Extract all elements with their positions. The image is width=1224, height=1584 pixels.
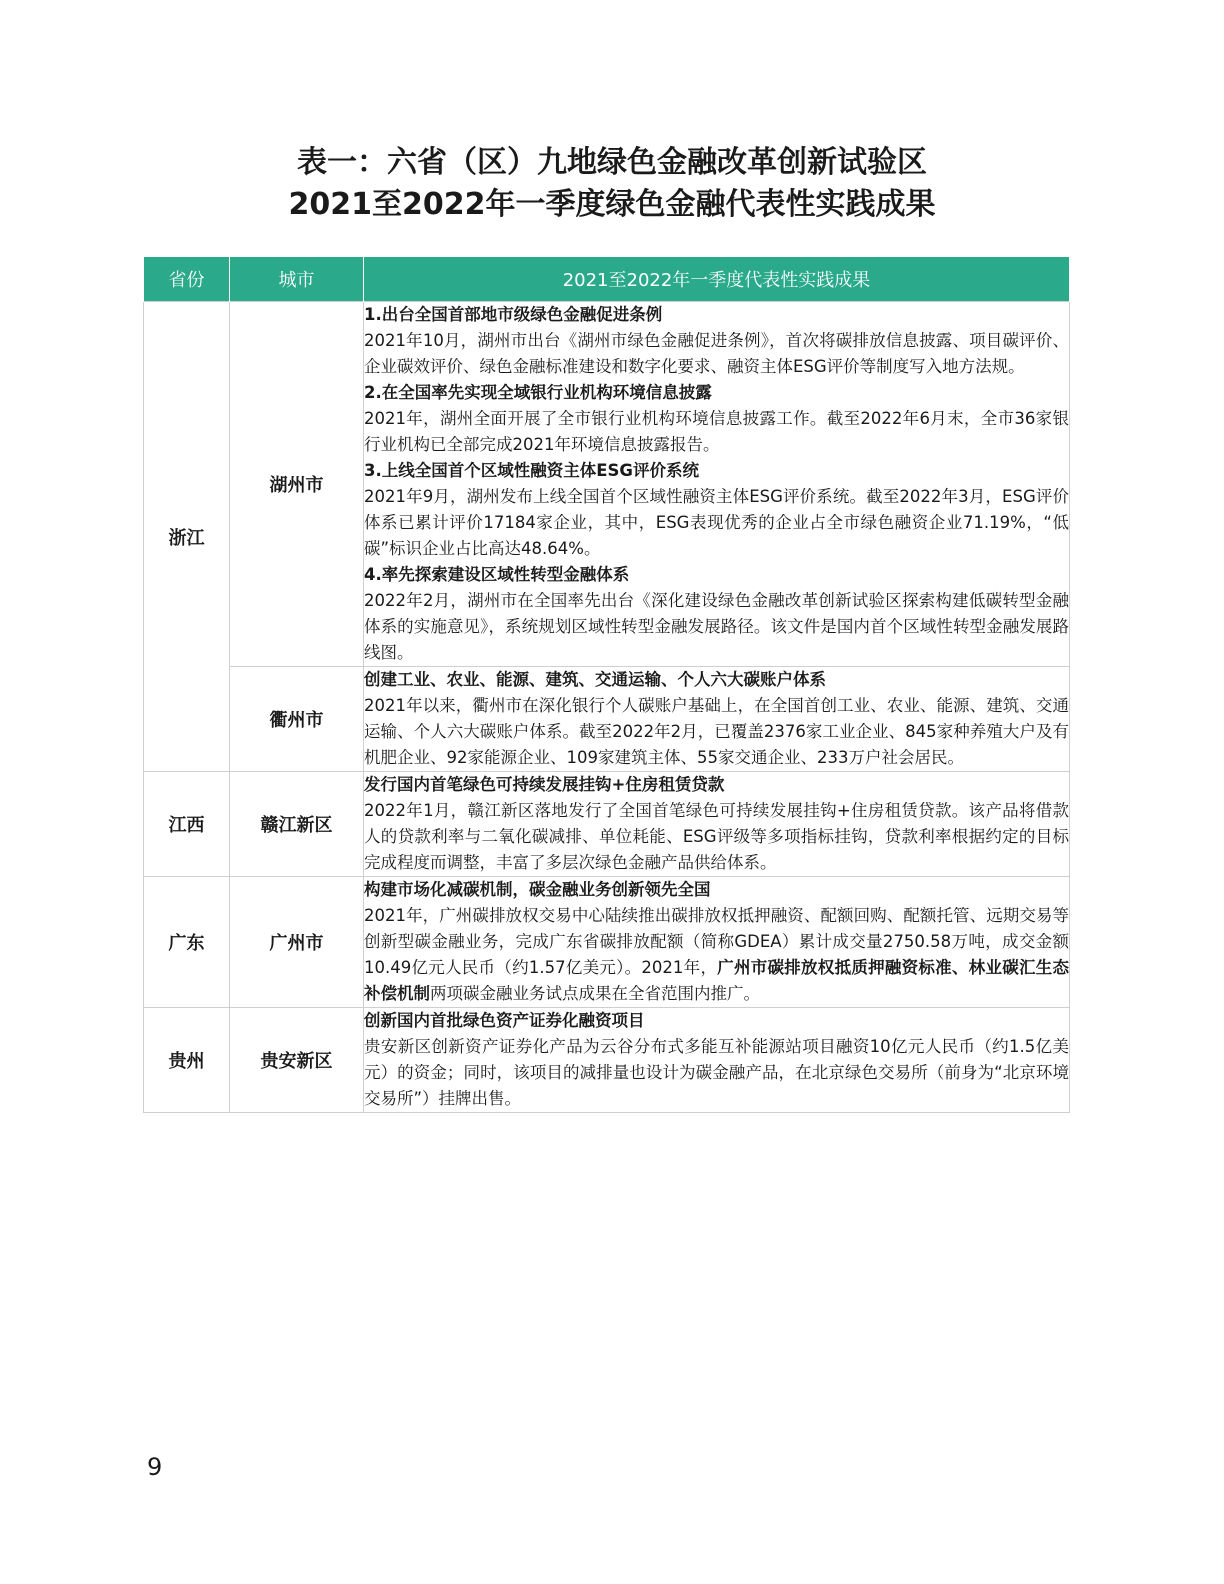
item-heading: 1.出台全国首部地市级绿色金融促进条例 xyxy=(364,305,663,324)
city-cell: 衢州市 xyxy=(230,667,364,772)
header-city: 城市 xyxy=(230,257,364,302)
results-cell xyxy=(364,302,1070,667)
city-cell: 赣江新区 xyxy=(230,772,364,877)
province-cell: 江西 xyxy=(144,772,230,877)
item-heading: 2.在全国率先实现全域银行业机构环境信息披露 xyxy=(364,383,712,402)
item-body: 贵安新区创新资产证券化产品为云谷分布式多能互补能源站项目融资10亿元人民币（约1.5亿美元）的资金；同时，该项目的减排量也设计为碳金融产品，在北京绿色交易所（前身为“北京环境交易所”）挂牌出售。 xyxy=(364,1037,1069,1108)
item-body-text: 2021年，广州碳排放权交易中心陆续推出碳排放权抵押融资、配额回购、配额托管、远期交易等创新型碳金融业务，完成广东省碳排放配额（简称GDEA）累计成交量2750.58万吨，成交金额10.49亿元人民币（约1.57亿美元）。2021年， xyxy=(364,906,1069,977)
results-table xyxy=(143,257,1070,1113)
item-heading: 4.率先探索建设区域性转型金融体系 xyxy=(364,565,630,584)
title-line-2: 2021至2022年一季度绿色金融代表性实践成果 xyxy=(288,187,936,222)
item-body-emphasis: 广州市碳排放权抵质押融资标准、林业碳汇生态补偿机制 xyxy=(364,958,1070,1003)
province-cell: 广东 xyxy=(144,877,230,1008)
item-heading: 3.上线全国首个区域性融资主体ESG评价系统 xyxy=(364,461,699,480)
table-row xyxy=(144,667,1070,772)
item-body: 2022年1月，赣江新区落地发行了全国首笔绿色可持续发展挂钩+住房租赁贷款。该产品将借款人的贷款利率与二氧化碳减排、单位耗能、ESG评级等多项指标挂钩，贷款利率根据约定的目标完成程度而调整，丰富了多层次绿色金融产品供给体系。 xyxy=(364,801,1069,872)
results-cell xyxy=(364,667,1070,772)
city-cell: 贵安新区 xyxy=(230,1008,364,1113)
item-heading: 发行国内首笔绿色可持续发展挂钩+住房租赁贷款 xyxy=(364,775,725,794)
province-cell: 浙江 xyxy=(144,302,230,772)
results-cell xyxy=(364,1008,1070,1113)
item-body: 2022年2月，湖州市在全国率先出台《深化建设绿色金融改革创新试验区探索构建低碳转型金融体系的实施意见》，系统规划区域性转型金融发展路径。该文件是国内首个区域性转型金融发展路线图。 xyxy=(364,591,1069,662)
province-cell: 贵州 xyxy=(144,1008,230,1113)
table-header-row xyxy=(144,257,1070,302)
results-cell xyxy=(364,772,1070,877)
table-row xyxy=(144,877,1070,1008)
results-cell xyxy=(364,877,1070,1008)
header-province: 省份 xyxy=(144,257,230,302)
item-body-text: 两项碳金融业务试点成果在全省范围内推广。 xyxy=(430,984,760,1003)
item-body: 2021年，湖州全面开展了全市银行业机构环境信息披露工作。截至2022年6月末，全市36家银行业机构已全部完成2021年环境信息披露报告。 xyxy=(364,409,1069,454)
header-results: 2021至2022年一季度代表性实践成果 xyxy=(364,257,1070,302)
page-title xyxy=(0,142,1224,226)
item-heading: 构建市场化减碳机制，碳金融业务创新领先全国 xyxy=(364,880,711,899)
item-body: 2021年9月，湖州发布上线全国首个区域性融资主体ESG评价系统。截至2022年3月，ESG评价体系已累计评价17184家企业，其中，ESG表现优秀的企业占全市绿色融资企业71.19%，“低碳”标识企业占比高达48.64%。 xyxy=(364,487,1069,558)
title-line-1: 表一：六省（区）九地绿色金融改革创新试验区 xyxy=(297,145,927,180)
page-number: 9 xyxy=(147,1453,163,1481)
table-row xyxy=(144,302,1070,667)
item-heading: 创新国内首批绿色资产证券化融资项目 xyxy=(364,1011,645,1030)
city-cell: 广州市 xyxy=(230,877,364,1008)
table-row xyxy=(144,772,1070,877)
city-cell: 湖州市 xyxy=(230,302,364,667)
item-body: 2021年以来，衢州市在深化银行个人碳账户基础上，在全国首创工业、农业、能源、建筑、交通运输、个人六大碳账户体系。截至2022年2月，已覆盖2376家工业企业、845家种养殖大户及有机肥企业、92家能源企业、109家建筑主体、55家交通企业、233万户社会居民。 xyxy=(364,696,1069,767)
item-body xyxy=(364,903,1069,1007)
item-body: 2021年10月，湖州市出台《湖州市绿色金融促进条例》，首次将碳排放信息披露、项目碳评价、企业碳效评价、绿色金融标准建设和数字化要求、融资主体ESG评价等制度写入地方法规。 xyxy=(364,331,1069,376)
item-heading: 创建工业、农业、能源、建筑、交通运输、个人六大碳账户体系 xyxy=(364,670,826,689)
table-row xyxy=(144,1008,1070,1113)
